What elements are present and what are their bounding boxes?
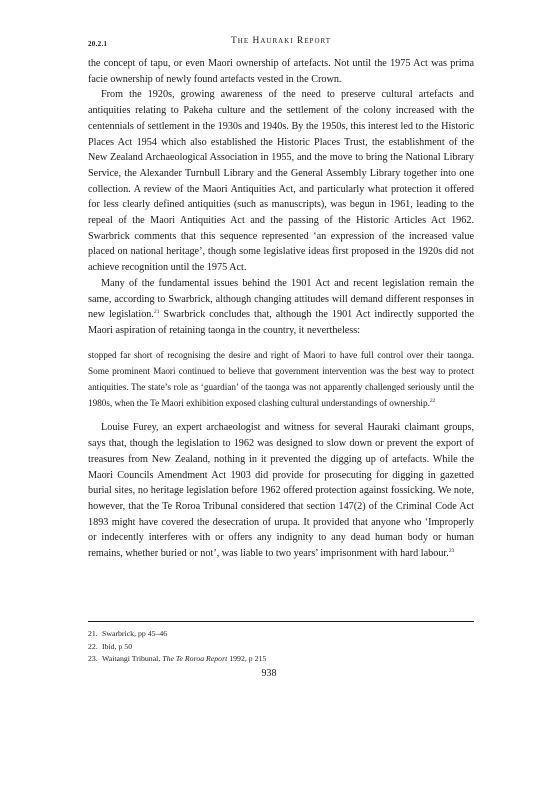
paragraph-text-continued: Swarbrick concludes that, although the 1901 Act indirectly supported the Maori aspiration of retaining taonga in the country, it nevertheless: bbox=[88, 309, 474, 336]
paragraph bbox=[88, 420, 474, 561]
footnote-number: 21. bbox=[88, 629, 98, 638]
paragraph-text: Louise Furey, an expert archaeologist and witness for several Hauraki claimant groups, says that, though the legislation to 1962 was designed to slow down or prevent the export of treasures from New Zealand, nothing in it prevented the digging up of artefacts. While the Maori Councils Amendment Act 1903 did provide for prosecuting for digging in gazetted burial sites, no heritage legislation before 1962 offered protection against fossicking. We note, however, that the Te Roroa Tribunal considered that section 147(2) of the Criminal Code Act 1893 might have covered the desecration of urupa. It provided that anyone who ‘Improperly or indecently interferes with or offers any indignity to any dead human body or human remains, whether buried or not’, was liable to two years’ imprisonment with hard labour. bbox=[88, 422, 474, 560]
paragraph bbox=[88, 276, 474, 339]
running-title: The Hauraki Report bbox=[230, 36, 332, 46]
footnote-title: The Te Roroa Report bbox=[162, 654, 228, 663]
footnote-number: 23. bbox=[88, 654, 98, 663]
paragraph-text: stopped far short of recognising the desire and right of Maori to have full control over their taonga. Some prominent Maori continued to believe that government intervention was the best way to protect antiquities. The state’s role as ‘guardian’ of the taonga was not apparently challenged seriously until the 1980s, when the Te Maori exhibition exposed clashing cultural understandings of ownership. bbox=[88, 349, 474, 409]
footnote-number: 22. bbox=[88, 641, 98, 651]
footnote-ref[interactable]: 22 bbox=[429, 398, 436, 405]
footnote-item bbox=[88, 653, 474, 666]
footnote-text-continued: 1992, p 215 bbox=[227, 654, 267, 663]
footnotes bbox=[88, 628, 474, 666]
paragraph bbox=[88, 87, 474, 275]
paragraph-text: Many of the fundamental issues behind the 1901 Act and recent legislation remain the same, according to Swarbrick, although changing attitudes will demand different responses in new legislation. bbox=[88, 277, 474, 321]
footnote-text: Ibid, p 50 bbox=[102, 641, 133, 651]
page-header bbox=[88, 36, 474, 50]
footnote-text: Swarbrick, pp 45–46 bbox=[102, 629, 168, 638]
body-text bbox=[88, 56, 474, 562]
section-number: 20.2.1 bbox=[88, 40, 108, 48]
footnote-ref[interactable]: 23 bbox=[448, 548, 455, 555]
footnote-rule bbox=[88, 621, 474, 622]
paragraph-text: the concept of tapu, or even Maori ownership of artefacts. Not until the 1975 Act was prima facie ownership of newly found artefacts vested in the Crown. bbox=[88, 58, 474, 85]
footnote-item bbox=[88, 628, 474, 641]
paragraph bbox=[88, 56, 474, 87]
block-quote bbox=[88, 347, 474, 412]
paragraph-text: From the 1920s, growing awareness of the need to preserve cultural artefacts and antiquities relating to Pakeha culture and the settlement of the colony increased with the centennials of settlement in the 1930s and 1940s. By the 1950s, this interest led to the Historic Places Act 1954 which also established the Historic Places Trust, the establishment of the New Zealand Archaeological Association in 1955, and the move to bring the National Library Service, the Alexander Turnbull Library and the General Assembly Library together into one collection. A review of the Maori Antiquities Act, and particularly what protection it offered for less clearly defined antiquities (such as manuscripts), was begun in 1961, leading to the repeal of the Maori Antiquities Act and the passing of the Historic Articles Act 1962. Swarbrick comments that this sequence represented ‘an expression of the increased value placed on national heritage’, though some legislative ideas first proposed in the 1920s did not achieve recognition until the 1975 Act. bbox=[88, 89, 474, 274]
footnote-ref[interactable]: 21 bbox=[153, 309, 160, 316]
footnote-item bbox=[88, 641, 474, 654]
footnote-text: Waitangi Tribunal, bbox=[102, 654, 163, 663]
page-number: 938 bbox=[261, 668, 277, 679]
